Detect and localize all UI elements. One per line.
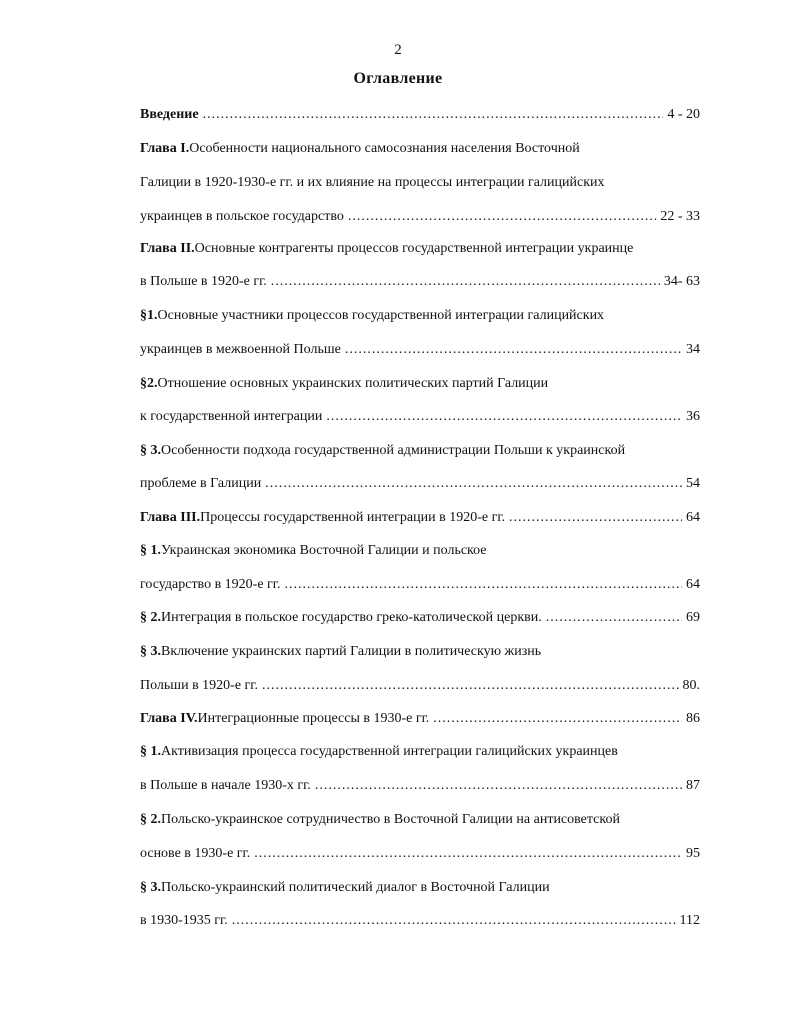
toc-text: Процессы государственной интеграции в 1920-е гг. xyxy=(200,510,506,525)
toc-text: Отношение основных украинских политических партий Галиции xyxy=(157,376,549,391)
toc-text: основе в 1930-е гг. xyxy=(140,846,251,861)
toc-leader xyxy=(271,274,660,290)
toc-line xyxy=(140,913,700,935)
toc-leader xyxy=(265,476,682,492)
toc-prefix: § 3. xyxy=(140,443,161,458)
toc-page: 87 xyxy=(686,778,700,793)
toc-line xyxy=(140,376,700,398)
toc-text: в Польше в 1920-е гг. xyxy=(140,274,267,289)
toc-page: 80. xyxy=(682,678,700,693)
toc-page: 64 xyxy=(686,510,700,525)
toc-text: государство в 1920-е гг. xyxy=(140,577,281,592)
toc-page: 36 xyxy=(686,409,700,424)
toc-text: Украинская экономика Восточной Галиции и польское xyxy=(161,543,487,558)
toc-leader xyxy=(433,711,682,727)
toc-leader xyxy=(284,577,682,593)
toc-text: Польско-украинский политический диалог в Восточной Галиции xyxy=(161,880,550,895)
toc-line xyxy=(140,812,700,834)
toc-text: к государственной интеграции xyxy=(140,409,323,424)
toc-text: Интеграционные процессы в 1930-е гг. xyxy=(197,711,430,726)
toc-leader xyxy=(232,913,676,929)
page-title: Оглавление xyxy=(353,70,443,87)
toc-leader xyxy=(348,209,656,225)
toc-prefix: Введение xyxy=(140,107,199,122)
toc-page: 4 - 20 xyxy=(667,107,700,122)
toc-line xyxy=(140,443,700,465)
toc-prefix: Глава II. xyxy=(140,241,195,256)
toc-prefix: §2. xyxy=(140,376,158,391)
toc-prefix: Глава III. xyxy=(140,510,201,525)
toc-page: 34 xyxy=(686,342,700,357)
toc-leader xyxy=(509,510,682,526)
toc-line xyxy=(140,644,700,666)
toc-text: украинцев в польское государство xyxy=(140,209,344,224)
toc-text: Включение украинских партий Галиции в политическую жизнь xyxy=(161,644,542,659)
toc-text: Основные контрагенты процессов государственной интеграции украинце xyxy=(194,241,634,256)
toc-page: 54 xyxy=(686,476,700,491)
toc-prefix: Глава I. xyxy=(140,141,190,156)
toc-page: 22 - 33 xyxy=(660,209,700,224)
toc-line xyxy=(140,209,700,231)
page-number: 2 xyxy=(394,42,402,58)
toc-prefix: § 3. xyxy=(140,880,161,895)
toc-line xyxy=(140,543,700,565)
toc-line xyxy=(140,476,700,498)
toc-line xyxy=(140,308,700,330)
toc-text: украинцев в межвоенной Польше xyxy=(140,342,341,357)
toc-text: Польши в 1920-е гг. xyxy=(140,678,258,693)
toc-line xyxy=(140,610,700,632)
toc-page: 112 xyxy=(679,913,700,928)
toc-page: 69 xyxy=(686,610,700,625)
toc-leader xyxy=(345,342,682,358)
toc-leader xyxy=(203,107,664,123)
toc-prefix: §1. xyxy=(140,308,158,323)
toc-leader xyxy=(546,610,682,626)
toc-text: Активизация процесса государственной интеграции галицийских украинцев xyxy=(161,744,618,759)
toc-leader xyxy=(315,778,682,794)
toc-text: Интеграция в польское государство греко-католической церкви. xyxy=(161,610,542,625)
toc-page: 64 xyxy=(686,577,700,592)
toc-line xyxy=(140,107,700,129)
toc-text: Особенности подхода государственной администрации Польши к украинской xyxy=(161,443,626,458)
toc-line xyxy=(140,342,700,364)
toc-line xyxy=(140,711,700,733)
toc-line xyxy=(140,274,700,296)
toc-text: в 1930-1935 гг. xyxy=(140,913,228,928)
toc-text: Галиции в 1920-1930-е гг. и их влияние на процессы интеграции галицийских xyxy=(140,175,605,190)
toc-prefix: § 2. xyxy=(140,812,161,827)
toc-page: 86 xyxy=(686,711,700,726)
toc-text: Особенности национального самосознания населения Восточной xyxy=(189,141,580,156)
toc-text: проблеме в Галиции xyxy=(140,476,262,491)
toc-line xyxy=(140,409,700,431)
toc-line xyxy=(140,678,700,700)
toc-line xyxy=(140,577,700,599)
toc-prefix: § 1. xyxy=(140,744,161,759)
toc-prefix: § 3. xyxy=(140,644,161,659)
toc-line xyxy=(140,141,700,163)
toc-leader xyxy=(262,678,679,694)
toc-text: Основные участники процессов государственной интеграции галицийских xyxy=(157,308,605,323)
toc-prefix: § 1. xyxy=(140,543,161,558)
toc-leader xyxy=(326,409,682,425)
toc-line xyxy=(140,510,700,532)
toc-line xyxy=(140,778,700,800)
toc-text: Польско-украинское сотрудничество в Восточной Галиции на антисоветской xyxy=(161,812,620,827)
toc-prefix: Глава IV. xyxy=(140,711,198,726)
toc-line xyxy=(140,175,700,197)
toc-line xyxy=(140,744,700,766)
toc-line xyxy=(140,241,700,263)
toc-page: 95 xyxy=(686,846,700,861)
toc-prefix: § 2. xyxy=(140,610,161,625)
toc-line xyxy=(140,846,700,868)
toc-leader xyxy=(254,846,682,862)
toc-page: 34- 63 xyxy=(663,274,700,289)
toc-line xyxy=(140,880,700,902)
toc-text: в Польше в начале 1930-х гг. xyxy=(140,778,311,793)
